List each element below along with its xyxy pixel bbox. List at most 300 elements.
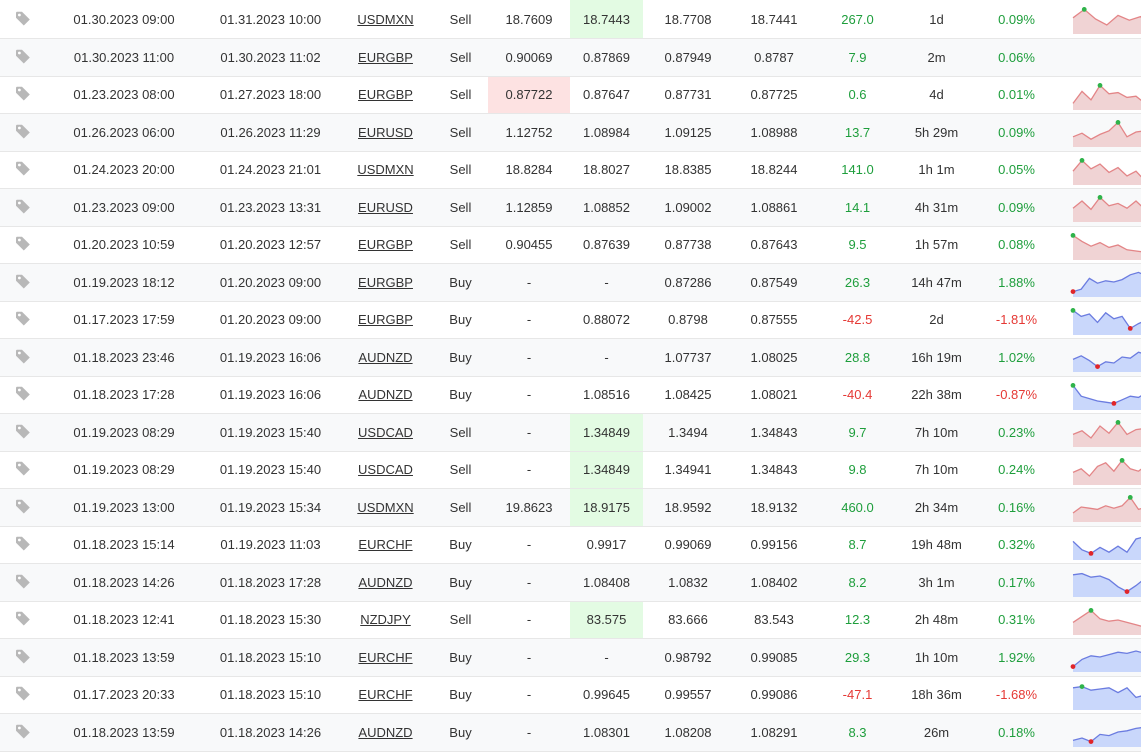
pips: 460.0 bbox=[815, 489, 900, 527]
sparkline-area bbox=[1073, 610, 1141, 635]
stop-loss: - bbox=[488, 264, 570, 302]
pips: 9.5 bbox=[815, 226, 900, 264]
trade-sparkline bbox=[1060, 414, 1141, 452]
sparkline-area bbox=[1073, 423, 1141, 448]
close-date: 01.20.2023 12:57 bbox=[203, 226, 338, 264]
duration: 3h 1m bbox=[900, 564, 973, 602]
close-price: 1.08402 bbox=[733, 564, 815, 602]
trade-sparkline bbox=[1060, 264, 1141, 302]
stop-loss: 0.87722 bbox=[488, 76, 570, 114]
gain: 0.32% bbox=[973, 526, 1060, 564]
sparkline-high-dot bbox=[1120, 458, 1125, 463]
sparkline-high-dot bbox=[1071, 383, 1076, 388]
pips: 9.8 bbox=[815, 451, 900, 489]
take-profit: 18.8027 bbox=[570, 151, 643, 189]
action: Sell bbox=[433, 39, 488, 77]
tag-icon[interactable] bbox=[15, 685, 31, 704]
open-date: 01.17.2023 17:59 bbox=[45, 301, 203, 339]
trade-sparkline bbox=[1060, 339, 1141, 377]
table-row[interactable] bbox=[0, 226, 1141, 264]
symbol-link[interactable]: AUDNZD bbox=[358, 574, 413, 590]
symbol-link[interactable]: EURGBP bbox=[358, 312, 413, 328]
tag-cell[interactable] bbox=[0, 39, 45, 77]
open-date: 01.19.2023 08:29 bbox=[45, 451, 203, 489]
stop-loss: - bbox=[488, 601, 570, 639]
take-profit: 1.34849 bbox=[570, 414, 643, 452]
close-date: 01.24.2023 21:01 bbox=[203, 151, 338, 189]
gain: 1.88% bbox=[973, 264, 1060, 302]
take-profit: 1.08408 bbox=[570, 564, 643, 602]
tag-cell[interactable] bbox=[0, 0, 45, 39]
symbol-link[interactable]: USDMXN bbox=[357, 11, 414, 27]
take-profit: 0.9917 bbox=[570, 526, 643, 564]
tag-icon[interactable] bbox=[15, 723, 31, 742]
tag-cell[interactable] bbox=[0, 526, 45, 564]
symbol-cell bbox=[338, 414, 433, 452]
symbol-link[interactable]: EURUSD bbox=[358, 124, 413, 140]
symbol-cell bbox=[338, 376, 433, 414]
duration: 2h 48m bbox=[900, 601, 973, 639]
open-date: 01.24.2023 20:00 bbox=[45, 151, 203, 189]
open-price: 1.0832 bbox=[643, 564, 733, 602]
tag-icon[interactable] bbox=[15, 385, 31, 404]
gain: 0.09% bbox=[973, 0, 1060, 39]
close-price: 83.543 bbox=[733, 601, 815, 639]
gain: -0.87% bbox=[973, 376, 1060, 414]
sparkline-high-dot bbox=[1098, 83, 1103, 88]
pips: 0.6 bbox=[815, 76, 900, 114]
close-date: 01.19.2023 16:06 bbox=[203, 376, 338, 414]
sparkline-low-dot bbox=[1128, 326, 1133, 331]
close-date: 01.20.2023 09:00 bbox=[203, 301, 338, 339]
trade-sparkline bbox=[1060, 151, 1141, 189]
duration: 18h 36m bbox=[900, 676, 973, 714]
duration: 26m bbox=[900, 714, 973, 752]
action: Sell bbox=[433, 451, 488, 489]
trade-sparkline bbox=[1060, 564, 1141, 602]
tag-icon[interactable] bbox=[15, 648, 31, 667]
open-price: 83.666 bbox=[643, 601, 733, 639]
table-row[interactable] bbox=[0, 151, 1141, 189]
tag-icon[interactable] bbox=[15, 160, 31, 179]
action: Buy bbox=[433, 376, 488, 414]
take-profit: - bbox=[570, 639, 643, 677]
table-row[interactable] bbox=[0, 301, 1141, 339]
close-date: 01.19.2023 11:03 bbox=[203, 526, 338, 564]
tag-cell[interactable] bbox=[0, 189, 45, 227]
table-row[interactable] bbox=[0, 39, 1141, 77]
tag-icon[interactable] bbox=[15, 123, 31, 142]
close-date: 01.26.2023 11:29 bbox=[203, 114, 338, 152]
tag-icon[interactable] bbox=[15, 498, 31, 517]
action: Sell bbox=[433, 76, 488, 114]
pips: 141.0 bbox=[815, 151, 900, 189]
tag-cell[interactable] bbox=[0, 564, 45, 602]
open-date: 01.23.2023 09:00 bbox=[45, 189, 203, 227]
symbol-link[interactable]: EURGBP bbox=[358, 237, 413, 253]
trade-sparkline bbox=[1060, 301, 1141, 339]
close-date: 01.23.2023 13:31 bbox=[203, 189, 338, 227]
symbol-link[interactable]: EURCHF bbox=[358, 649, 413, 665]
sparkline-area bbox=[1073, 348, 1141, 373]
tag-cell[interactable] bbox=[0, 714, 45, 752]
tag-cell[interactable] bbox=[0, 376, 45, 414]
open-price: 0.99557 bbox=[643, 676, 733, 714]
sparkline-low-dot bbox=[1071, 664, 1076, 669]
gain: 0.24% bbox=[973, 451, 1060, 489]
tag-icon[interactable] bbox=[15, 273, 31, 292]
trade-sparkline bbox=[1060, 76, 1141, 114]
sparkline-high-dot bbox=[1080, 158, 1085, 163]
trade-sparkline bbox=[1060, 0, 1141, 39]
close-price: 0.87549 bbox=[733, 264, 815, 302]
open-date: 01.18.2023 13:59 bbox=[45, 714, 203, 752]
symbol-link[interactable]: NZDJPY bbox=[360, 612, 411, 628]
table-row[interactable] bbox=[0, 114, 1141, 152]
trade-sparkline bbox=[1060, 39, 1141, 77]
open-date: 01.18.2023 12:41 bbox=[45, 601, 203, 639]
tag-icon[interactable] bbox=[15, 610, 31, 629]
action: Buy bbox=[433, 564, 488, 602]
open-price: 0.99069 bbox=[643, 526, 733, 564]
tag-icon[interactable] bbox=[15, 348, 31, 367]
symbol-cell bbox=[338, 601, 433, 639]
close-price: 1.08291 bbox=[733, 714, 815, 752]
symbol-link[interactable]: EURGBP bbox=[358, 274, 413, 290]
duration: 1h 57m bbox=[900, 226, 973, 264]
open-price: 0.8798 bbox=[643, 301, 733, 339]
symbol-link[interactable]: USDCAD bbox=[358, 424, 413, 440]
table-row[interactable] bbox=[0, 189, 1141, 227]
duration: 22h 38m bbox=[900, 376, 973, 414]
symbol-link[interactable]: AUDNZD bbox=[358, 724, 413, 740]
close-date: 01.19.2023 15:40 bbox=[203, 451, 338, 489]
open-date: 01.18.2023 13:59 bbox=[45, 639, 203, 677]
take-profit: 1.34849 bbox=[570, 451, 643, 489]
open-price: 1.09125 bbox=[643, 114, 733, 152]
symbol-cell bbox=[338, 676, 433, 714]
take-profit: 0.99645 bbox=[570, 676, 643, 714]
take-profit: 0.87869 bbox=[570, 39, 643, 77]
gain: 0.08% bbox=[973, 226, 1060, 264]
symbol-link[interactable]: USDCAD bbox=[358, 462, 413, 478]
pips: -40.4 bbox=[815, 376, 900, 414]
pips: 7.9 bbox=[815, 39, 900, 77]
symbol-cell bbox=[338, 151, 433, 189]
gain: 0.23% bbox=[973, 414, 1060, 452]
tag-cell[interactable] bbox=[0, 151, 45, 189]
close-price: 18.8244 bbox=[733, 151, 815, 189]
open-price: 1.09002 bbox=[643, 189, 733, 227]
open-price: 1.08208 bbox=[643, 714, 733, 752]
open-date: 01.19.2023 08:29 bbox=[45, 414, 203, 452]
close-price: 1.08021 bbox=[733, 376, 815, 414]
gain: 0.01% bbox=[973, 76, 1060, 114]
gain: 0.17% bbox=[973, 564, 1060, 602]
table-row[interactable] bbox=[0, 601, 1141, 639]
open-date: 01.23.2023 08:00 bbox=[45, 76, 203, 114]
tag-icon[interactable] bbox=[15, 85, 31, 104]
open-price: 0.87738 bbox=[643, 226, 733, 264]
stop-loss: 0.90069 bbox=[488, 39, 570, 77]
table-row[interactable] bbox=[0, 639, 1141, 677]
sparkline-area bbox=[1073, 160, 1141, 185]
sparkline-high-dot bbox=[1128, 495, 1133, 500]
open-date: 01.19.2023 13:00 bbox=[45, 489, 203, 527]
symbol-link[interactable]: EURUSD bbox=[358, 199, 413, 215]
sparkline-high-dot bbox=[1080, 684, 1085, 689]
open-date: 01.30.2023 11:00 bbox=[45, 39, 203, 77]
table-row[interactable] bbox=[0, 564, 1141, 602]
action: Sell bbox=[433, 0, 488, 39]
duration: 1h 1m bbox=[900, 151, 973, 189]
tag-icon[interactable] bbox=[15, 460, 31, 479]
stop-loss: - bbox=[488, 526, 570, 564]
action: Sell bbox=[433, 114, 488, 152]
action: Buy bbox=[433, 264, 488, 302]
tag-cell[interactable] bbox=[0, 114, 45, 152]
sparkline-area bbox=[1073, 198, 1141, 223]
stop-loss: - bbox=[488, 639, 570, 677]
close-price: 0.99086 bbox=[733, 676, 815, 714]
table-row[interactable] bbox=[0, 376, 1141, 414]
symbol-link[interactable]: EURGBP bbox=[358, 87, 413, 103]
tag-cell[interactable] bbox=[0, 301, 45, 339]
symbol-cell bbox=[338, 226, 433, 264]
stop-loss: - bbox=[488, 414, 570, 452]
sparkline-high-dot bbox=[1071, 308, 1076, 313]
close-date: 01.31.2023 10:00 bbox=[203, 0, 338, 39]
open-date: 01.26.2023 06:00 bbox=[45, 114, 203, 152]
close-date: 01.19.2023 15:40 bbox=[203, 414, 338, 452]
close-price: 0.99156 bbox=[733, 526, 815, 564]
take-profit: 0.88072 bbox=[570, 301, 643, 339]
sparkline-low-dot bbox=[1071, 289, 1076, 294]
take-profit: 1.08516 bbox=[570, 376, 643, 414]
symbol-cell bbox=[338, 714, 433, 752]
open-date: 01.18.2023 14:26 bbox=[45, 564, 203, 602]
tag-cell[interactable] bbox=[0, 451, 45, 489]
close-price: 0.8787 bbox=[733, 39, 815, 77]
action: Buy bbox=[433, 339, 488, 377]
close-date: 01.20.2023 09:00 bbox=[203, 264, 338, 302]
symbol-link[interactable]: EURCHF bbox=[358, 687, 413, 703]
gain: 0.18% bbox=[973, 714, 1060, 752]
duration: 4d bbox=[900, 76, 973, 114]
duration: 2h 34m bbox=[900, 489, 973, 527]
stop-loss: 0.90455 bbox=[488, 226, 570, 264]
trade-sparkline bbox=[1060, 676, 1141, 714]
action: Sell bbox=[433, 189, 488, 227]
table-row[interactable] bbox=[0, 0, 1141, 39]
open-date: 01.30.2023 09:00 bbox=[45, 0, 203, 39]
gain: -1.68% bbox=[973, 676, 1060, 714]
stop-loss: 1.12859 bbox=[488, 189, 570, 227]
open-date: 01.18.2023 15:14 bbox=[45, 526, 203, 564]
close-price: 0.87643 bbox=[733, 226, 815, 264]
open-price: 18.8385 bbox=[643, 151, 733, 189]
open-date: 01.18.2023 17:28 bbox=[45, 376, 203, 414]
tag-cell[interactable] bbox=[0, 226, 45, 264]
symbol-link[interactable]: EURGBP bbox=[358, 49, 413, 65]
sparkline-high-dot bbox=[1116, 120, 1121, 125]
close-price: 1.08988 bbox=[733, 114, 815, 152]
sparkline-low-dot bbox=[1095, 364, 1100, 369]
duration: 14h 47m bbox=[900, 264, 973, 302]
symbol-cell bbox=[338, 564, 433, 602]
stop-loss: 1.12752 bbox=[488, 114, 570, 152]
take-profit: 1.08852 bbox=[570, 189, 643, 227]
tag-cell[interactable] bbox=[0, 76, 45, 114]
pips: 8.7 bbox=[815, 526, 900, 564]
duration: 2d bbox=[900, 301, 973, 339]
gain: 1.02% bbox=[973, 339, 1060, 377]
close-price: 18.7441 bbox=[733, 0, 815, 39]
open-price: 1.34941 bbox=[643, 451, 733, 489]
close-price: 18.9132 bbox=[733, 489, 815, 527]
sparkline-high-dot bbox=[1089, 608, 1094, 613]
pips: 26.3 bbox=[815, 264, 900, 302]
gain: 0.16% bbox=[973, 489, 1060, 527]
tag-cell[interactable] bbox=[0, 489, 45, 527]
sparkline-area bbox=[1073, 573, 1141, 598]
open-price: 0.87731 bbox=[643, 76, 733, 114]
tag-icon[interactable] bbox=[15, 535, 31, 554]
trade-sparkline bbox=[1060, 601, 1141, 639]
symbol-cell bbox=[338, 301, 433, 339]
open-price: 18.9592 bbox=[643, 489, 733, 527]
tag-icon[interactable] bbox=[15, 198, 31, 217]
sparkline-low-dot bbox=[1089, 739, 1094, 744]
symbol-cell bbox=[338, 339, 433, 377]
action: Sell bbox=[433, 414, 488, 452]
symbol-link[interactable]: USDMXN bbox=[357, 499, 414, 515]
tag-cell[interactable] bbox=[0, 264, 45, 302]
tag-icon[interactable] bbox=[15, 235, 31, 254]
tag-cell[interactable] bbox=[0, 601, 45, 639]
duration: 2m bbox=[900, 39, 973, 77]
pips: 14.1 bbox=[815, 189, 900, 227]
table-row[interactable] bbox=[0, 676, 1141, 714]
tag-cell[interactable] bbox=[0, 676, 45, 714]
table-row[interactable] bbox=[0, 489, 1141, 527]
gain: 1.92% bbox=[973, 639, 1060, 677]
take-profit: 0.87647 bbox=[570, 76, 643, 114]
tag-icon[interactable] bbox=[15, 310, 31, 329]
open-price: 1.08425 bbox=[643, 376, 733, 414]
pips: 267.0 bbox=[815, 0, 900, 39]
close-date: 01.18.2023 15:30 bbox=[203, 601, 338, 639]
action: Buy bbox=[433, 301, 488, 339]
trade-sparkline bbox=[1060, 526, 1141, 564]
trade-sparkline bbox=[1060, 639, 1141, 677]
action: Buy bbox=[433, 714, 488, 752]
stop-loss: 18.7609 bbox=[488, 0, 570, 39]
symbol-link[interactable]: AUDNZD bbox=[358, 387, 413, 403]
table-row[interactable] bbox=[0, 414, 1141, 452]
action: Sell bbox=[433, 226, 488, 264]
symbol-link[interactable]: EURCHF bbox=[358, 537, 413, 553]
trade-sparkline bbox=[1060, 451, 1141, 489]
gain: 0.09% bbox=[973, 114, 1060, 152]
close-price: 1.08861 bbox=[733, 189, 815, 227]
table-row[interactable] bbox=[0, 264, 1141, 302]
gain: -1.81% bbox=[973, 301, 1060, 339]
pips: -42.5 bbox=[815, 301, 900, 339]
tag-cell[interactable] bbox=[0, 339, 45, 377]
open-date: 01.19.2023 18:12 bbox=[45, 264, 203, 302]
tag-cell[interactable] bbox=[0, 639, 45, 677]
close-date: 01.19.2023 15:34 bbox=[203, 489, 338, 527]
stop-loss: - bbox=[488, 301, 570, 339]
sparkline-area bbox=[1073, 85, 1141, 110]
open-price: 0.98792 bbox=[643, 639, 733, 677]
stop-loss: - bbox=[488, 376, 570, 414]
table-row[interactable] bbox=[0, 339, 1141, 377]
trade-sparkline bbox=[1060, 714, 1141, 752]
close-price: 1.08025 bbox=[733, 339, 815, 377]
trade-sparkline bbox=[1060, 489, 1141, 527]
open-price: 0.87949 bbox=[643, 39, 733, 77]
pips: 8.3 bbox=[815, 714, 900, 752]
symbol-cell bbox=[338, 451, 433, 489]
tag-cell[interactable] bbox=[0, 414, 45, 452]
table-row[interactable] bbox=[0, 714, 1141, 752]
symbol-link[interactable]: AUDNZD bbox=[358, 349, 413, 365]
close-price: 1.34843 bbox=[733, 451, 815, 489]
table-row[interactable] bbox=[0, 451, 1141, 489]
trade-sparkline bbox=[1060, 189, 1141, 227]
table-row[interactable] bbox=[0, 526, 1141, 564]
take-profit: - bbox=[570, 339, 643, 377]
tag-icon[interactable] bbox=[15, 423, 31, 442]
tag-icon[interactable] bbox=[15, 573, 31, 592]
duration: 5h 29m bbox=[900, 114, 973, 152]
stop-loss: 18.8284 bbox=[488, 151, 570, 189]
gain: 0.31% bbox=[973, 601, 1060, 639]
open-price: 18.7708 bbox=[643, 0, 733, 39]
sparkline-high-dot bbox=[1116, 420, 1121, 425]
pips: 13.7 bbox=[815, 114, 900, 152]
take-profit: 1.08984 bbox=[570, 114, 643, 152]
symbol-cell bbox=[338, 526, 433, 564]
pips: 8.2 bbox=[815, 564, 900, 602]
tag-icon[interactable] bbox=[15, 48, 31, 67]
symbol-link[interactable]: USDMXN bbox=[357, 162, 414, 178]
trade-sparkline bbox=[1060, 376, 1141, 414]
symbol-cell bbox=[338, 0, 433, 39]
open-date: 01.20.2023 10:59 bbox=[45, 226, 203, 264]
trade-sparkline bbox=[1060, 114, 1141, 152]
take-profit: 83.575 bbox=[570, 601, 643, 639]
take-profit: 18.7443 bbox=[570, 0, 643, 39]
table-row[interactable] bbox=[0, 76, 1141, 114]
duration: 4h 31m bbox=[900, 189, 973, 227]
open-date: 01.18.2023 23:46 bbox=[45, 339, 203, 377]
action: Sell bbox=[433, 489, 488, 527]
stop-loss: 19.8623 bbox=[488, 489, 570, 527]
close-date: 01.27.2023 18:00 bbox=[203, 76, 338, 114]
action: Sell bbox=[433, 151, 488, 189]
sparkline-low-dot bbox=[1112, 401, 1117, 406]
action: Buy bbox=[433, 676, 488, 714]
sparkline-high-dot bbox=[1071, 233, 1076, 238]
sparkline-area bbox=[1073, 235, 1141, 260]
tag-icon[interactable] bbox=[15, 10, 31, 29]
symbol-cell bbox=[338, 114, 433, 152]
action: Sell bbox=[433, 601, 488, 639]
pips: -47.1 bbox=[815, 676, 900, 714]
